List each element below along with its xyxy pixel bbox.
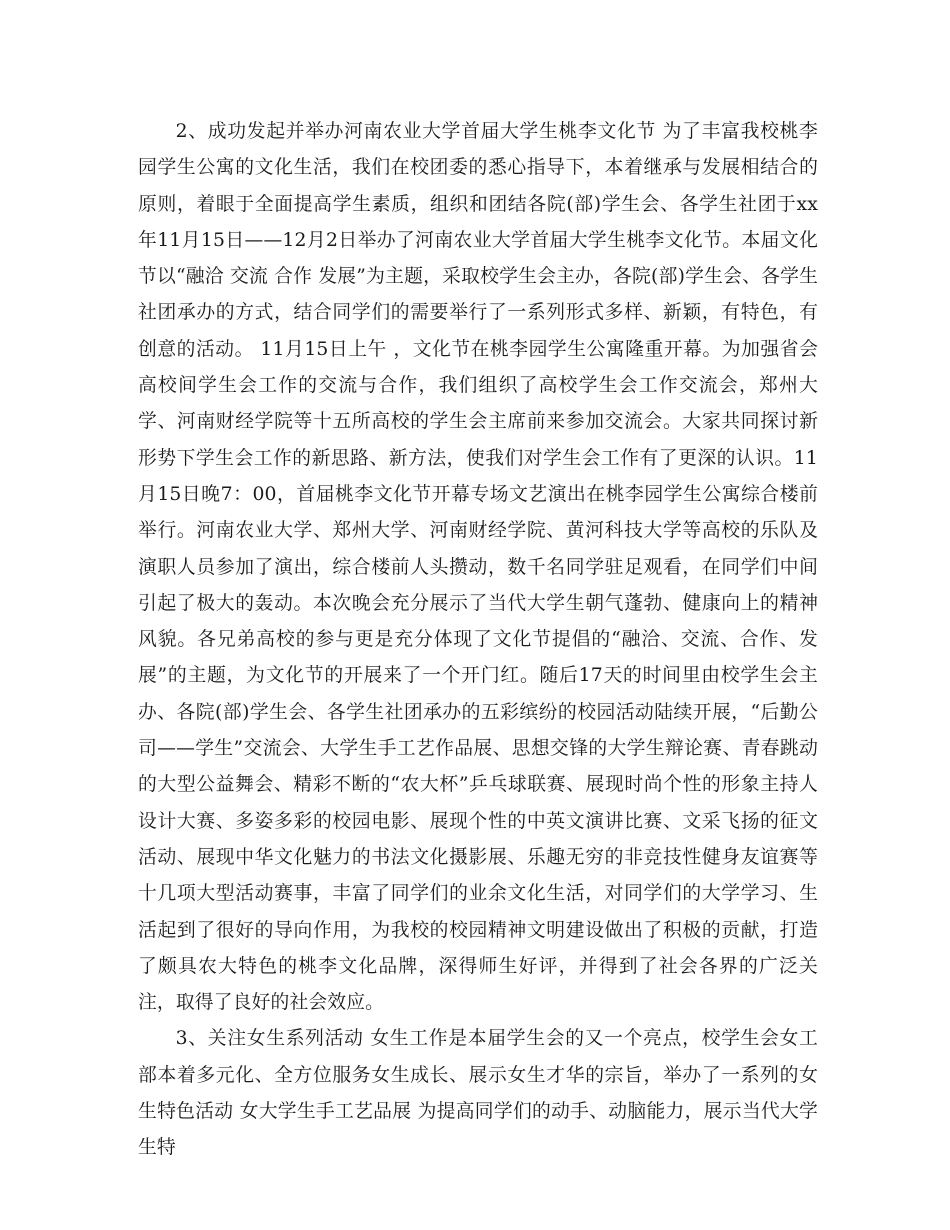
paragraph-culture-festival: 2、成功发起并举办河南农业大学首届大学生桃李文化节 为了丰富我校桃李园学生公寓的文化生活，我们在校团委的悉心指导下，本着继承与发展相结合的原则，着眼于全面提高学生素质，组织和团结各院(部)学生会、各学生社团于xx年11月15日——12月2日举办了河南农业大学首届大学生桃李文化节。本届文化节以“融洽 交流 合作 发展”为主题，采取校学生会主办，各院(部)学生会、各学生社团承办的方式，结合同学们的需要举行了一系列形式多样、新颖，有特色，有创意的活动。 11月15日上午 ，文化节在桃李园学生公寓隆重开幕。为加强省会高校间学生会工作的交流与合作，我们组织了高校学生会工作交流会，郑州大学、河南财经学院等十五所高校的学生会主席前来参加交流会。大家共同探讨新形势下学生会工作的新思路、新方法，使我们对学生会工作有了更深的认识。11月15日晚7：00，首届桃李文化节开幕专场文艺演出在桃李园学生公寓综合楼前举行。河南农业大学、郑州大学、河南财经学院、黄河科技大学等高校的乐队及演职人员参加了演出，综合楼前人头攒动，数千名同学驻足观看，在同学们中间引起了极大的轰动。本次晚会充分展示了当代大学生朝气蓬勃、健康向上的精神风貌。各兄弟高校的参与更是充分体现了文化节提倡的“融洽、交流、合作、发展”的主题，为文化节的开展来了一个开门红。随后17天的时间里由校学生会主办、各院(部)学生会、各学生社团承办的五彩缤纷的校园活动陆续开展，“后勤公司——学生”交流会、大学生手工艺作品展、思想交锋的大学生辩论赛、青春跳动的大型公益舞会、精彩不断的“农大杯”乒乓球联赛、展现时尚个性的形象主持人设计大赛、多姿多彩的校园电影、展现个性的中英文演讲比赛、文采飞扬的征文活动、展现中华文化魅力的书法文化摄影展、乐趣无穷的非竞技性健身友谊赛等十几项大型活动赛事，丰富了同学们的业余文化生活，对同学们的大学学习、生活起到了很好的导向作用，为我校的校园精神文明建设做出了积极的贡献，打造了颇具农大特色的桃李文化品牌，深得师生好评，并得到了社会各界的广泛关注，取得了良好的社会效应。 — [138, 121, 818, 1014]
paragraph-female-activities: 3、关注女生系列活动 女生工作是本届学生会的又一个亮点，校学生会女工部本着多元化、全方位服务女生成长、展示女生才华的宗旨，举办了一系列的女生特色活动 女大学生手工艺品展 为提高同学们的动手、动脑能力，展示当代大学生特 — [138, 1028, 818, 1159]
document-page — [138, 114, 818, 1167]
